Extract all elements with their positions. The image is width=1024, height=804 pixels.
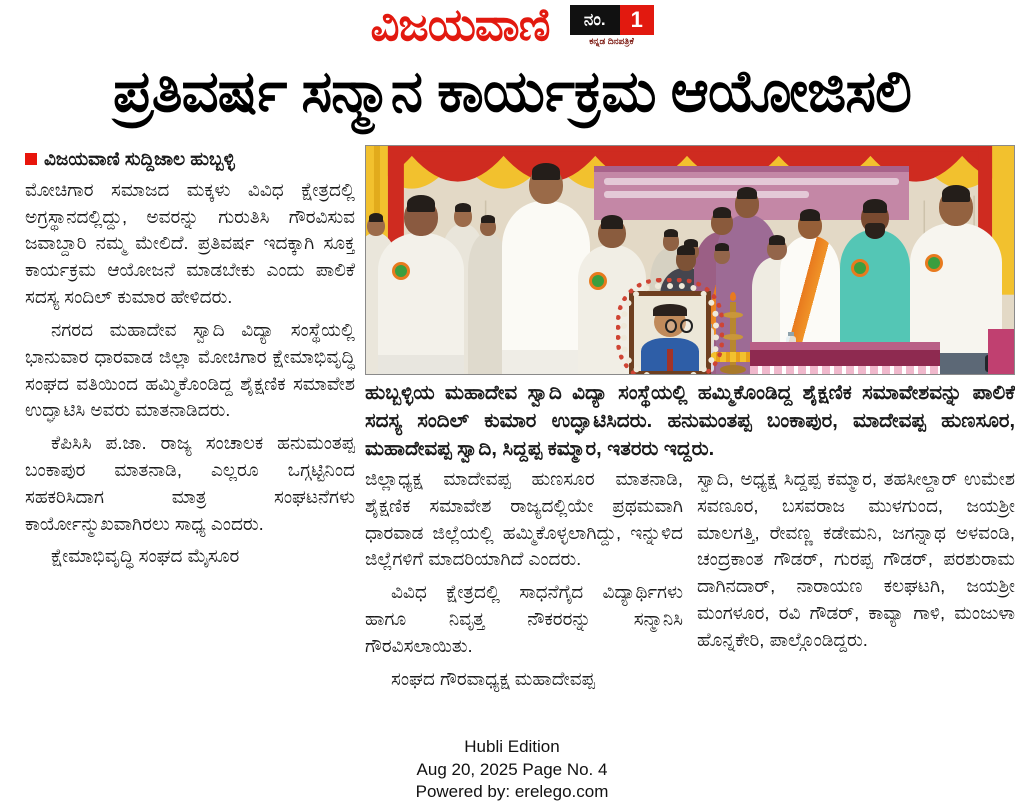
article-right-column [697,466,1015,732]
middle-paragraphs [365,466,683,693]
newspaper-title: ವಿಜಯವಾಣಿ [370,0,550,50]
person-head [798,212,822,239]
person-torso [502,201,590,375]
paragraph: ಜಿಲ್ಲಾಧ್ಯಕ್ಷ ಮಾದೇವಪ್ಪ ಹುಣಸೂರ ಮಾತನಾಡಿ, ಶೈಕ್ಷಣಿಕ ಸಮಾವೇಶ ರಾಜ್ಯದಲ್ಲಿಯೇ ಪ್ರಥಮವಾಗಿ ಧಾರವಾಡ ಜಿಲ್ಲೆಯಲ್ಲಿ ಹಮ್ಮಿಕೊಳ್ಳಲಾಗಿದ್ದು, ಇನ್ನುಳಿದ ಜಿಲ್ಲೆಗಳಿಗೆ ಮಾದರಿಯಾಗಿದೆ ಎಂದರು. [365,468,683,570]
paragraph: ಕೆಪಿಸಿಸಿ ಪ.ಜಾ. ರಾಜ್ಯ ಸಂಚಾಲಕ ಹನುಮಂತಪ್ಪ ಬಂಕಾಪುರ ಮಾತನಾಡಿ, ಎಲ್ಲರೂ ಒಗ್ಗಟ್ಟಿನಿಂದ ಸಹಕರಿಸಿದಾಗ ಮಾತ್ರ ಸಂಘಟನೆಗಳು ಕಾರ್ಯೋನ್ಮುಖವಾಗಿರಲು ಸಾಧ್ಯ ಎಂದರು. [25,432,355,534]
person-head [529,166,563,204]
footer-edition: Hubli Edition [464,737,560,756]
article-left-column [25,146,355,732]
paragraph: ನಗರದ ಮಹಾದೇವ ಸ್ವಾದಿ ವಿದ್ಯಾ ಸಂಸ್ಥೆಯಲ್ಲಿ ಭಾನುವಾರ ಧಾರವಾಡ ಜಿಲ್ಲಾ ಮೋಚಿಗಾರ ಕ್ಷೇಮಾಭಿವೃದ್ಧಿ ಸಂಘದ ವತಿಯಿಂದ ಹಮ್ಮಿಕೊಂಡಿದ್ದ ಶೈಕ್ಷಣಿಕ ಸಮಾವೇಶ ಉದ್ಘಾಟಿಸಿ ಅವರು ಮಾತನಾಡಿದರು. [25,318,355,421]
person-head [676,248,697,271]
ambedkar-portrait [629,291,711,375]
paragraph: ವಿವಿಧ ಕ್ಷೇತ್ರದಲ್ಲಿ ಸಾಧನೆಗೈದ ವಿದ್ಯಾರ್ಥಿಗಳು ಹಾಗೂ ನಿವೃತ್ತ ನೌಕರರನ್ನು ಸನ್ಮಾನಿಸಿ ಗೌರವಿಸಲಾಯಿತು. [365,581,683,656]
event-photo [365,145,1015,375]
person-head [767,238,787,260]
byline-bullet-icon [25,153,37,165]
person-head [367,216,385,236]
oil-lamp [718,294,748,374]
stage-table [750,342,940,375]
right-paragraphs [697,466,1015,654]
headline: ಪ್ರತಿವರ್ಷ ಸನ್ಮಾನ ಕಾರ್ಯಕ್ರಮ ಆಯೋಜಿಸಲಿ [113,59,911,124]
table-cloth-corner [988,329,1015,375]
person-head [404,198,438,236]
person-head [861,202,889,233]
rosette-badge-icon [392,262,410,280]
byline-text: ವಿಜಯವಾಣಿ ಸುದ್ದಿಜಾಲ ಹುಬ್ಬಳ್ಳಿ [44,148,235,169]
person-head [735,190,760,218]
person-torso [378,233,464,375]
person-head [711,210,733,235]
badge-no-label: ನಂ. [570,5,620,35]
portrait-tie [667,349,673,372]
badge-top [570,5,654,35]
portrait-glasses [656,319,692,328]
footer-date-page: Aug 20, 2025 Page No. 4 [416,759,608,779]
paragraph: ಸ್ವಾದಿ, ಅಧ್ಯಕ್ಷ ಸಿದ್ದಪ್ಪ ಕಮ್ಮಾರ, ತಹಸೀಲ್ದಾರ್ ಉಮೇಶ ಸವಣೂರ, ಬಸವರಾಜ ಮುಳಗುಂದ, ಜಯಶ್ರೀ ಮಾಲಗತ್ತಿ, ರೇವಣ್ಣ ಕಡೇಮನಿ, ಜಗನ್ನಾಥ ಅಳವಂಡಿ, ಚಂದ್ರಕಾಂತ ಗೌಡರ್, ಗುರಪ್ಪ ಗೌಡರ್, ಪರಶುರಾಮ ದಾಗಿನದಾರ್, ನಾರಾಯಣ ಕಲಘಟಗಿ, ಜಯಶ್ರೀ ಮಂಗಳೂರ, ರವಿ ಗೌಡರ್, ಕಾವ್ಯಾ ಗಾಳಿ, ಮಂಜುಳಾ ಹೊನ್ನಕೇರಿ, ಪಾಲ್ಗೊಂಡಿದ್ದರು. [697,468,1015,650]
person-head [480,218,496,236]
rosette-badge-icon [589,272,607,290]
number-one-badge [570,5,654,47]
person-head [598,218,625,248]
paragraph: ಸಂಘದ ಗೌರವಾಧ್ಯಕ್ಷ ಮಹಾದೇವಪ್ಪ [391,667,595,689]
rosette-badge-icon [851,259,869,277]
badge-number: 1 [620,5,654,35]
footer [0,736,1024,804]
left-paragraphs [25,177,355,570]
portrait-hair [653,304,688,316]
rosette-badge-icon [925,254,943,272]
photo-caption: ಹುಬ್ಬಳ್ಳಿಯ ಮಹಾದೇವ ಸ್ವಾದಿ ವಿದ್ಯಾ ಸಂಸ್ಥೆಯಲ್ಲಿ ಹಮ್ಮಿಕೊಂಡಿದ್ದ ಶೈಕ್ಷಣಿಕ ಸಮಾವೇಶವನ್ನು ಪಾಲಿಕೆ ಸದಸ್ಯ ಸಂದಿಲ್ ಕುಮಾರ ಉದ್ಘಾಟಿಸಿದರು. ಹನುಮಂತಪ್ಪ ಬಂಕಾಪುರ, ಮಾದೇವಪ್ಪ ಹುಣಸೂರ, ಮಹಾದೇವಪ್ಪ ಸ್ವಾದಿ, ಸಿದ್ದಪ್ಪ ಕಮ್ಮಾರ, ಇತರರು ಇದ್ದರು. [365,382,1015,460]
byline [25,146,355,173]
person [502,166,590,375]
person-head [714,246,730,264]
person-head [454,206,472,227]
masthead [0,2,1024,58]
badge-tagline: ಕನ್ನಡ ದಿನಪತ್ರಿಕೆ [589,36,634,46]
paragraph: ಕ್ಷೇಮಾಭಿವೃದ್ಧಿ ಸಂಘದ ಮೈಸೂರ [51,545,240,567]
person [378,198,464,375]
person-head [939,188,973,226]
paragraph: ಮೋಚಿಗಾರ ಸಮಾಜದ ಮಕ್ಕಳು ವಿವಿಧ ಕ್ಷೇತ್ರದಲ್ಲಿ ಅಗ್ರಸ್ಥಾನದಲ್ಲಿದ್ದು, ಅವರನ್ನು ಗುರುತಿಸಿ ಗೌರವಿಸುವ ಜವಾಬ್ದಾರಿ ನಮ್ಮ ಮೇಲಿದೆ. ಪ್ರತಿವರ್ಷ ಇದಕ್ಕಾಗಿ ಸೂಕ್ತ ಕಾರ್ಯಕ್ರಮ ಆಯೋಜನೆ ಮಾಡಬೇಕು ಎಂದು ಪಾಲಿಕೆ ಸದಸ್ಯ ಸಂದಿಲ್ ಕುಮಾರ ಹೇಳಿದರು. [25,178,355,308]
lamp-flame [730,292,736,301]
article-middle-column [365,466,683,732]
footer-powered-by: Powered by: erelego.com [415,782,609,802]
